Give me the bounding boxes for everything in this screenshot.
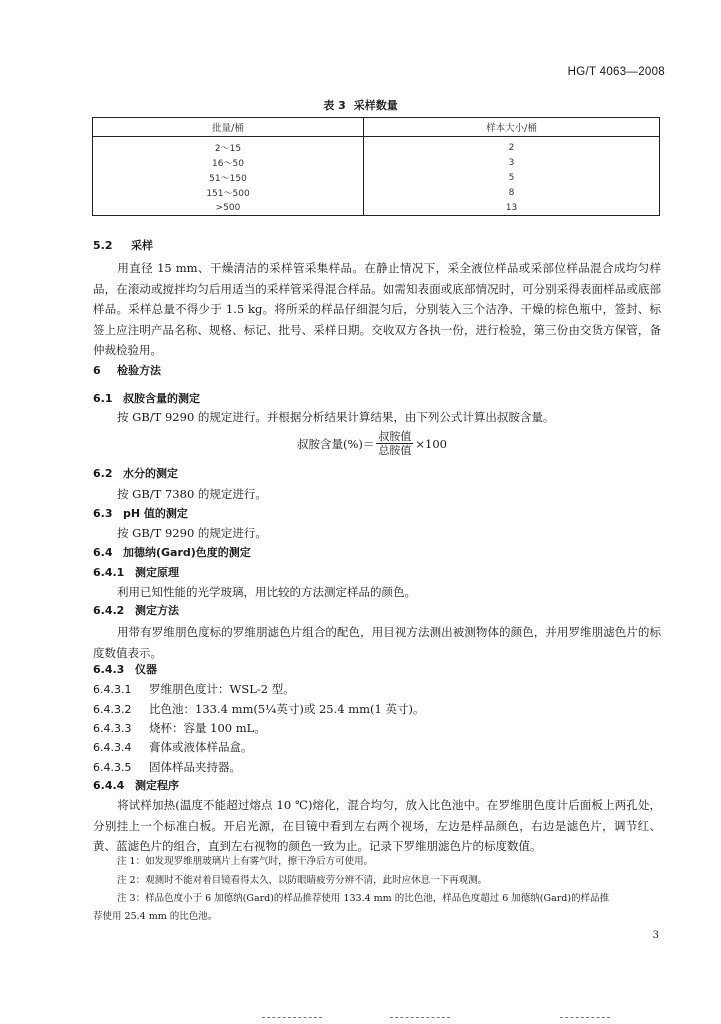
section-6-4-1-heading: [93, 563, 179, 583]
section-6-1-text: 按 GB/T 9290 的规定进行。并根据分析结果计算结果，由下列公式计算出叔胺含量。: [117, 410, 555, 424]
sample-size-cell: 13: [505, 202, 518, 213]
section-6-4-2-text: [93, 622, 661, 663]
item-number: 6.4.3.4: [93, 741, 132, 754]
section-6-3-text: 按 GB/T 9290 的规定进行。: [117, 526, 267, 540]
section-6-heading: [93, 361, 161, 381]
scan-dash-mark: [560, 1017, 610, 1019]
sampling-quantity-table: [92, 117, 660, 216]
sample-size-cell: 2: [508, 142, 515, 153]
section-number: 6.4: [93, 546, 113, 559]
batch-cell: 51～150: [93, 170, 364, 185]
section-6-4-2-heading: [93, 601, 179, 621]
page-number: 3: [652, 930, 659, 941]
note-3: 注 3：样品色度小于 6 加德纳(Gard)的样品推荐使用 133.4 mm 的比色池，样品色度超过 6 加德纳(Gard)的样品推: [117, 893, 610, 904]
item-text: 烧杯：容量 100 mL。: [149, 721, 266, 735]
section-6-4-1-text: 利用已知性能的光学玻璃，用比较的方法测定样品的颜色。: [117, 585, 416, 599]
instrument-item: [93, 679, 295, 700]
note-2: 注 2：观测时不能对着目镜看得太久，以防眼睛疲劳分辨不清，此时应休息一下再观测。: [117, 875, 488, 886]
section-number: 6.2: [93, 467, 113, 480]
formula-lhs: 叔胺含量(%)＝: [297, 436, 375, 451]
section-5-2-text: [93, 258, 661, 361]
section-6-3-heading: [93, 504, 188, 524]
section-6-4-4-heading: [93, 776, 179, 796]
column-header-sample-size: 样本大小/桶: [364, 118, 660, 137]
section-title: 测定程序: [135, 779, 179, 792]
item-text: 膏体或液体样品盒。: [149, 740, 253, 754]
section-title: 采样: [131, 239, 153, 252]
section-number: 6.4.1: [93, 566, 125, 579]
item-text: 比色池：133.4 mm(5¼英寸)或 25.4 mm(1 英寸)。: [149, 702, 425, 716]
table-label: 表 3: [323, 99, 346, 112]
section-number: 5.2: [93, 239, 113, 252]
batch-cell: 16～50: [93, 155, 364, 170]
scan-dash-mark: [390, 1017, 450, 1019]
section-title: 检验方法: [117, 364, 161, 377]
batch-cell: >500: [93, 200, 364, 216]
instrument-item: [93, 757, 241, 778]
section-title: 仪器: [135, 663, 157, 676]
section-number: 6.1: [93, 392, 113, 405]
section-6-2-text: 按 GB/T 7380 的规定进行。: [117, 487, 267, 501]
section-number: 6.3: [93, 507, 113, 520]
paragraph-text: 用带有罗维朋色度标的罗维朋滤色片组合的配色，用目视方法测出被测物体的颜色，并用罗维朋滤色片的标度数值表示。: [93, 625, 661, 660]
table-row: [93, 155, 660, 170]
formula-rhs: ×100: [415, 436, 447, 451]
section-6-2-heading: [93, 464, 178, 484]
formula-fraction: [376, 430, 413, 457]
formula-numerator: 叔胺值: [378, 430, 412, 443]
section-6-4-heading: [93, 543, 251, 563]
item-text: 罗维朋色度计：WSL-2 型。: [149, 682, 295, 696]
section-number: 6.4.2: [93, 604, 125, 617]
section-title: 水分的测定: [123, 467, 178, 480]
instrument-item: [93, 737, 253, 758]
item-text: 固体样品夹持器。: [149, 760, 241, 774]
section-number: 6.4.3: [93, 663, 125, 676]
section-6-4-3-heading: [93, 660, 157, 680]
sample-size-cell: 3: [508, 157, 515, 168]
instrument-item: [93, 699, 425, 720]
table-caption: [0, 97, 721, 113]
table-header-row: [93, 118, 660, 137]
note-3-continued: 荐使用 25.4 mm 的比色池。: [93, 911, 218, 922]
item-number: 6.4.3.2: [93, 703, 132, 716]
section-number: 6.4.4: [93, 779, 125, 792]
formula-denominator: 总胺值: [378, 444, 412, 457]
item-number: 6.4.3.3: [93, 722, 132, 735]
section-title: 测定原理: [135, 566, 179, 579]
section-title: 叔胺含量的测定: [123, 392, 200, 405]
batch-cell: 2～15: [93, 137, 364, 156]
scan-dash-mark: [262, 1017, 322, 1019]
table-title: 采样数量: [353, 99, 398, 112]
section-title: pH 值的测定: [123, 507, 188, 520]
section-5-2-heading: [93, 236, 153, 256]
section-6-4-4-text: [93, 795, 661, 857]
item-number: 6.4.3.1: [93, 683, 132, 696]
table-row: [93, 170, 660, 185]
column-header-batch: 批量/桶: [93, 118, 364, 137]
paragraph-text: 将试样加热(温度不能超过熔点 10 ℃)熔化，混合均匀，放入比色池中。在罗维朋色度计后面板上两孔处，分别挂上一个标准白板。开启光源，在目镜中看到左右两个视场，左边是样品颜色，右边是滤色片，调节红、黄、蓝滤色片的组合，直到左右视物的颜色一致为止。记录下罗维朋滤色片的标度数值。: [93, 798, 661, 853]
table-row: [93, 200, 660, 216]
sample-size-cell: 5: [508, 172, 515, 183]
note-1: 注 1：如发现罗维朋玻璃片上有雾气时，擦干净后方可使用。: [117, 856, 374, 867]
section-title: 测定方法: [135, 604, 179, 617]
tertiary-amine-formula: [297, 430, 447, 457]
section-title: 加德纳(Gard)色度的测定: [123, 546, 251, 559]
instrument-item: [93, 718, 266, 739]
table-row: [93, 137, 660, 156]
paragraph-text: 用直径 15 mm、干燥清洁的采样管采集样品。在静止情况下，采全液位样品或采部位样品混合成均匀样品，在滚动或搅拌均匀后用适当的采样管采得混合样品。如需知表面或底部情况时，可分别采得表面样品或底部样品。采样总量不得少于 1.5 kg。将所采的样品仔细混匀后，分别装入三个洁净、干燥的棕色瓶中，签封、标签上应注明产品名称、规格、标记、批号、采样日期。交收双方各执一份，进行检验，第三份由交货方保管，备仲裁检验用。: [93, 261, 661, 357]
item-number: 6.4.3.5: [93, 761, 132, 774]
batch-cell: 151～500: [93, 185, 364, 200]
section-6-1-heading: [93, 389, 200, 409]
table-row: [93, 185, 660, 200]
standard-code: HG/T 4063—2008: [567, 66, 665, 78]
section-number: 6: [93, 364, 101, 377]
sample-size-cell: 8: [508, 187, 515, 198]
